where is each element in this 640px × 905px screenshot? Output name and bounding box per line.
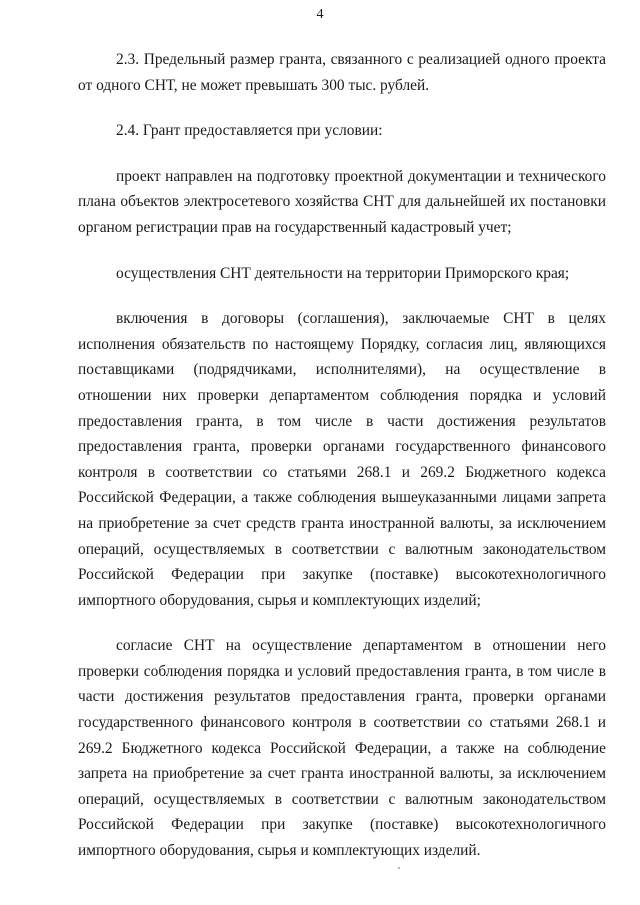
condition-snt-consent: согласие СНТ на осуществление департаментом в отношении него проверки соблюдения порядка и условий предоставления гранта, в том числе в части достижения результатов предоставления гранта, проверки органами государственного финансового контроля в соответствии со статьями 268.1 и 269.2 Бюджетного кодекса Российской Федерации, а также на соблюдение запрета на приобретение за счет гранта иностранной валюты, за исключением операций, осуществляемых в соответствии с валютным законодательством Российской Федерации при закупке (поставке) высокотехнологичного импортного оборудования, сырья и комплектующих изделий. bbox=[78, 637, 606, 860]
condition-contract-consent: включения в договоры (соглашения), заключаемые СНТ в целях исполнения обязательств по настоящему Порядку, согласия лиц, являющихся поставщиками (подрядчиками, исполнителями), на осуществление в отношении них проверки департаментом соблюдения порядка и условий предоставления гранта, в том числе в части достижения результатов предоставления гранта, проверки органами государственного финансового контроля в соответствии со статьями 268.1 и 269.2 Бюджетного кодекса Российской Федерации, а также соблюдения вышеуказанными лицами запрета на приобретение за счет средств гранта иностранной валюты, за исключением операций, осуществляемых в соответствии с валютным законодательством Российской Федерации при закупке (поставке) высокотехнологичного импортного оборудования, сырья и комплектующих изделий; bbox=[78, 310, 606, 609]
scan-speck bbox=[398, 867, 400, 869]
paragraph-2-3-grant-limit: 2.3. Предельный размер гранта, связанного с реализацией одного проекта от одного СНТ, не может превышать 300 тыс. рублей. bbox=[78, 51, 606, 94]
page-number: 4 bbox=[316, 7, 324, 22]
condition-project-purpose: проект направлен на подготовку проектной документации и технического плана объектов электросетевого хозяйства СНТ для дальнейшей их постановки органом регистрации прав на государственный кадастровый учет; bbox=[78, 167, 606, 236]
condition-territory: осуществления СНТ деятельности на территории Приморского края; bbox=[116, 264, 570, 282]
document-body bbox=[78, 47, 606, 884]
paragraph-2-4-grant-conditions: 2.4. Грант предоставляется при условии: bbox=[116, 122, 383, 140]
